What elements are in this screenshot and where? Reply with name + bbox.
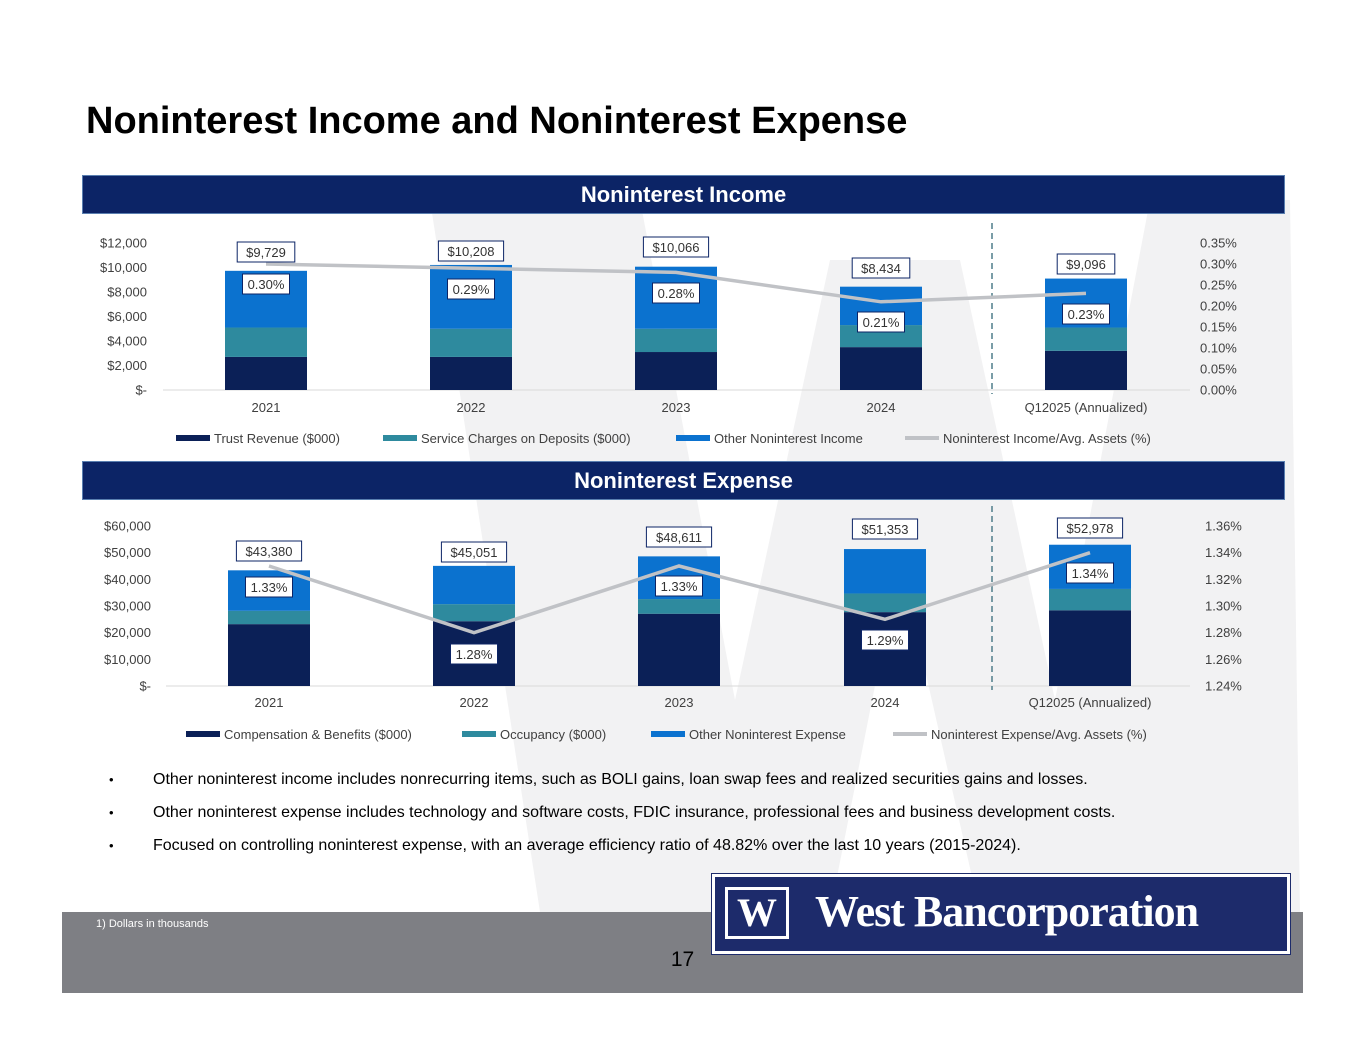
y-right-tick-label: 1.30% — [1205, 598, 1242, 614]
y-left-tick-label: $10,000 — [100, 260, 147, 275]
page-number: 17 — [670, 948, 695, 971]
y-left-tick-label: $- — [135, 382, 147, 398]
legend-label: Compensation & Benefits ($000) — [224, 727, 412, 742]
x-tick-label: Q12025 (Annualized) — [1024, 400, 1148, 415]
x-tick-label: 2024 — [866, 400, 896, 415]
y-left-tick-label: $20,000 — [104, 625, 151, 641]
total-label: $8,434 — [861, 261, 901, 276]
x-tick-label: 2021 — [251, 400, 281, 415]
legend-label: Other Noninterest Expense — [689, 727, 846, 742]
bar-segment — [638, 599, 720, 614]
x-tick-label: 2021 — [254, 695, 284, 710]
bar-segment — [840, 347, 922, 390]
bullet-text: Other noninterest expense includes technology and software costs, FDIC insurance, professional fees and business development costs. — [153, 804, 1116, 821]
footnote: 1) Dollars in thousands — [96, 918, 209, 930]
bullet-marker: • — [109, 805, 114, 820]
legend-swatch — [176, 435, 210, 441]
expense-chart — [0, 503, 1365, 753]
y-right-tick-label: 0.05% — [1200, 361, 1237, 377]
ratio-label: 1.33% — [660, 579, 698, 594]
legend-swatch — [893, 732, 927, 736]
legend-swatch — [905, 436, 939, 440]
total-label: $10,066 — [652, 240, 700, 255]
y-left-tick-label: $60,000 — [104, 518, 151, 534]
y-left-tick-label: $40,000 — [104, 571, 151, 587]
legend-swatch — [186, 731, 220, 737]
y-right-tick-label: 0.35% — [1200, 235, 1237, 251]
y-right-tick-label: 1.24% — [1205, 678, 1242, 694]
y-right-tick-label: 1.28% — [1205, 625, 1242, 641]
bar-segment — [844, 549, 926, 593]
x-tick-label: Q12025 (Annualized) — [1028, 695, 1152, 710]
y-left-tick-label: $6,000 — [107, 309, 147, 324]
bar-segment — [225, 357, 307, 390]
ratio-label: 0.30% — [247, 277, 285, 292]
y-right-tick-label: 1.32% — [1205, 571, 1242, 587]
bar-segment — [228, 611, 310, 624]
x-tick-label: 2024 — [870, 695, 900, 710]
expense-section-banner: Noninterest Expense — [82, 461, 1285, 500]
total-label: $51,353 — [861, 522, 909, 537]
total-label: $45,051 — [450, 545, 498, 560]
bar-segment — [1049, 589, 1131, 610]
bar-segment — [635, 329, 717, 352]
bar-segment — [1049, 610, 1131, 686]
bar-segment — [228, 624, 310, 686]
legend-swatch — [462, 731, 496, 737]
y-left-tick-label: $12,000 — [100, 235, 147, 251]
y-right-tick-label: 0.10% — [1200, 340, 1237, 356]
y-right-tick-label: 0.25% — [1200, 277, 1237, 293]
ratio-label: 1.34% — [1071, 566, 1109, 581]
legend-label: Trust Revenue ($000) — [214, 431, 340, 446]
y-right-tick-label: 1.36% — [1205, 518, 1242, 534]
bar-segment — [430, 357, 512, 390]
legend-swatch — [383, 435, 417, 441]
y-left-tick-label: $10,000 — [104, 651, 151, 667]
income-chart — [0, 220, 1365, 460]
bar-segment — [225, 328, 307, 357]
x-tick-label: 2023 — [661, 400, 691, 415]
y-right-tick-label: 0.20% — [1200, 298, 1237, 314]
bar-segment — [638, 614, 720, 686]
y-left-tick-label: $- — [139, 678, 151, 694]
total-label: $10,208 — [447, 244, 495, 259]
bar-segment — [635, 352, 717, 390]
page-title: Noninterest Income and Noninterest Expense — [86, 100, 908, 142]
y-left-tick-label: $4,000 — [107, 333, 147, 349]
y-left-tick-label: $30,000 — [104, 598, 151, 614]
y-left-tick-label: $50,000 — [104, 545, 151, 561]
logo-mark: W — [725, 887, 789, 939]
total-label: $43,380 — [245, 544, 293, 559]
legend-label: Service Charges on Deposits ($000) — [421, 431, 631, 446]
bar-segment — [1045, 351, 1127, 390]
legend-swatch — [676, 435, 710, 441]
bullet-list — [105, 770, 1255, 869]
ratio-label: 0.23% — [1067, 307, 1105, 322]
x-tick-label: 2022 — [456, 400, 486, 415]
legend-label: Noninterest Expense/Avg. Assets (%) — [931, 727, 1147, 742]
bar-segment — [433, 604, 515, 621]
legend-swatch — [651, 731, 685, 737]
bullet-item — [105, 803, 1255, 836]
legend-label: Noninterest Income/Avg. Assets (%) — [943, 431, 1151, 446]
y-right-tick-label: 0.00% — [1200, 382, 1237, 398]
y-right-tick-label: 0.15% — [1200, 319, 1237, 335]
income-section-banner: Noninterest Income — [82, 175, 1285, 214]
y-left-tick-label: $8,000 — [107, 284, 147, 300]
total-label: $48,611 — [655, 530, 703, 545]
ratio-label: 0.21% — [862, 315, 900, 330]
bullet-text: Focused on controlling noninterest expense, with an average efficiency ratio of 48.82% over the last 10 years (2015-2024). — [153, 837, 1021, 854]
legend-label: Occupancy ($000) — [500, 727, 607, 742]
bar-segment — [433, 566, 515, 604]
bullet-item — [105, 770, 1255, 803]
ratio-label: 0.29% — [452, 282, 490, 297]
bar-segment — [1045, 328, 1127, 351]
ratio-label: 1.28% — [455, 647, 493, 662]
legend-label: Other Noninterest Income — [714, 431, 863, 446]
total-label: $52,978 — [1066, 521, 1114, 536]
total-label: $9,729 — [246, 245, 286, 260]
bullet-item — [105, 836, 1255, 869]
bullet-marker: • — [109, 838, 114, 853]
ratio-label: 0.28% — [657, 286, 695, 301]
logo-text: West Bancorporation — [815, 887, 1199, 936]
ratio-label: 1.33% — [250, 580, 288, 595]
bullet-marker: • — [109, 772, 114, 787]
y-right-tick-label: 1.34% — [1205, 545, 1242, 561]
company-logo — [712, 874, 1290, 954]
x-tick-label: 2023 — [664, 695, 694, 710]
y-right-tick-label: 0.30% — [1200, 256, 1237, 272]
bar-segment — [430, 329, 512, 357]
ratio-label: 1.29% — [866, 633, 904, 648]
x-tick-label: 2022 — [459, 695, 489, 710]
total-label: $9,096 — [1066, 257, 1106, 272]
y-right-tick-label: 1.26% — [1205, 651, 1242, 667]
y-left-tick-label: $2,000 — [107, 358, 147, 373]
bullet-text: Other noninterest income includes nonrecurring items, such as BOLI gains, loan swap fees and realized securities gains and losses. — [153, 771, 1088, 788]
